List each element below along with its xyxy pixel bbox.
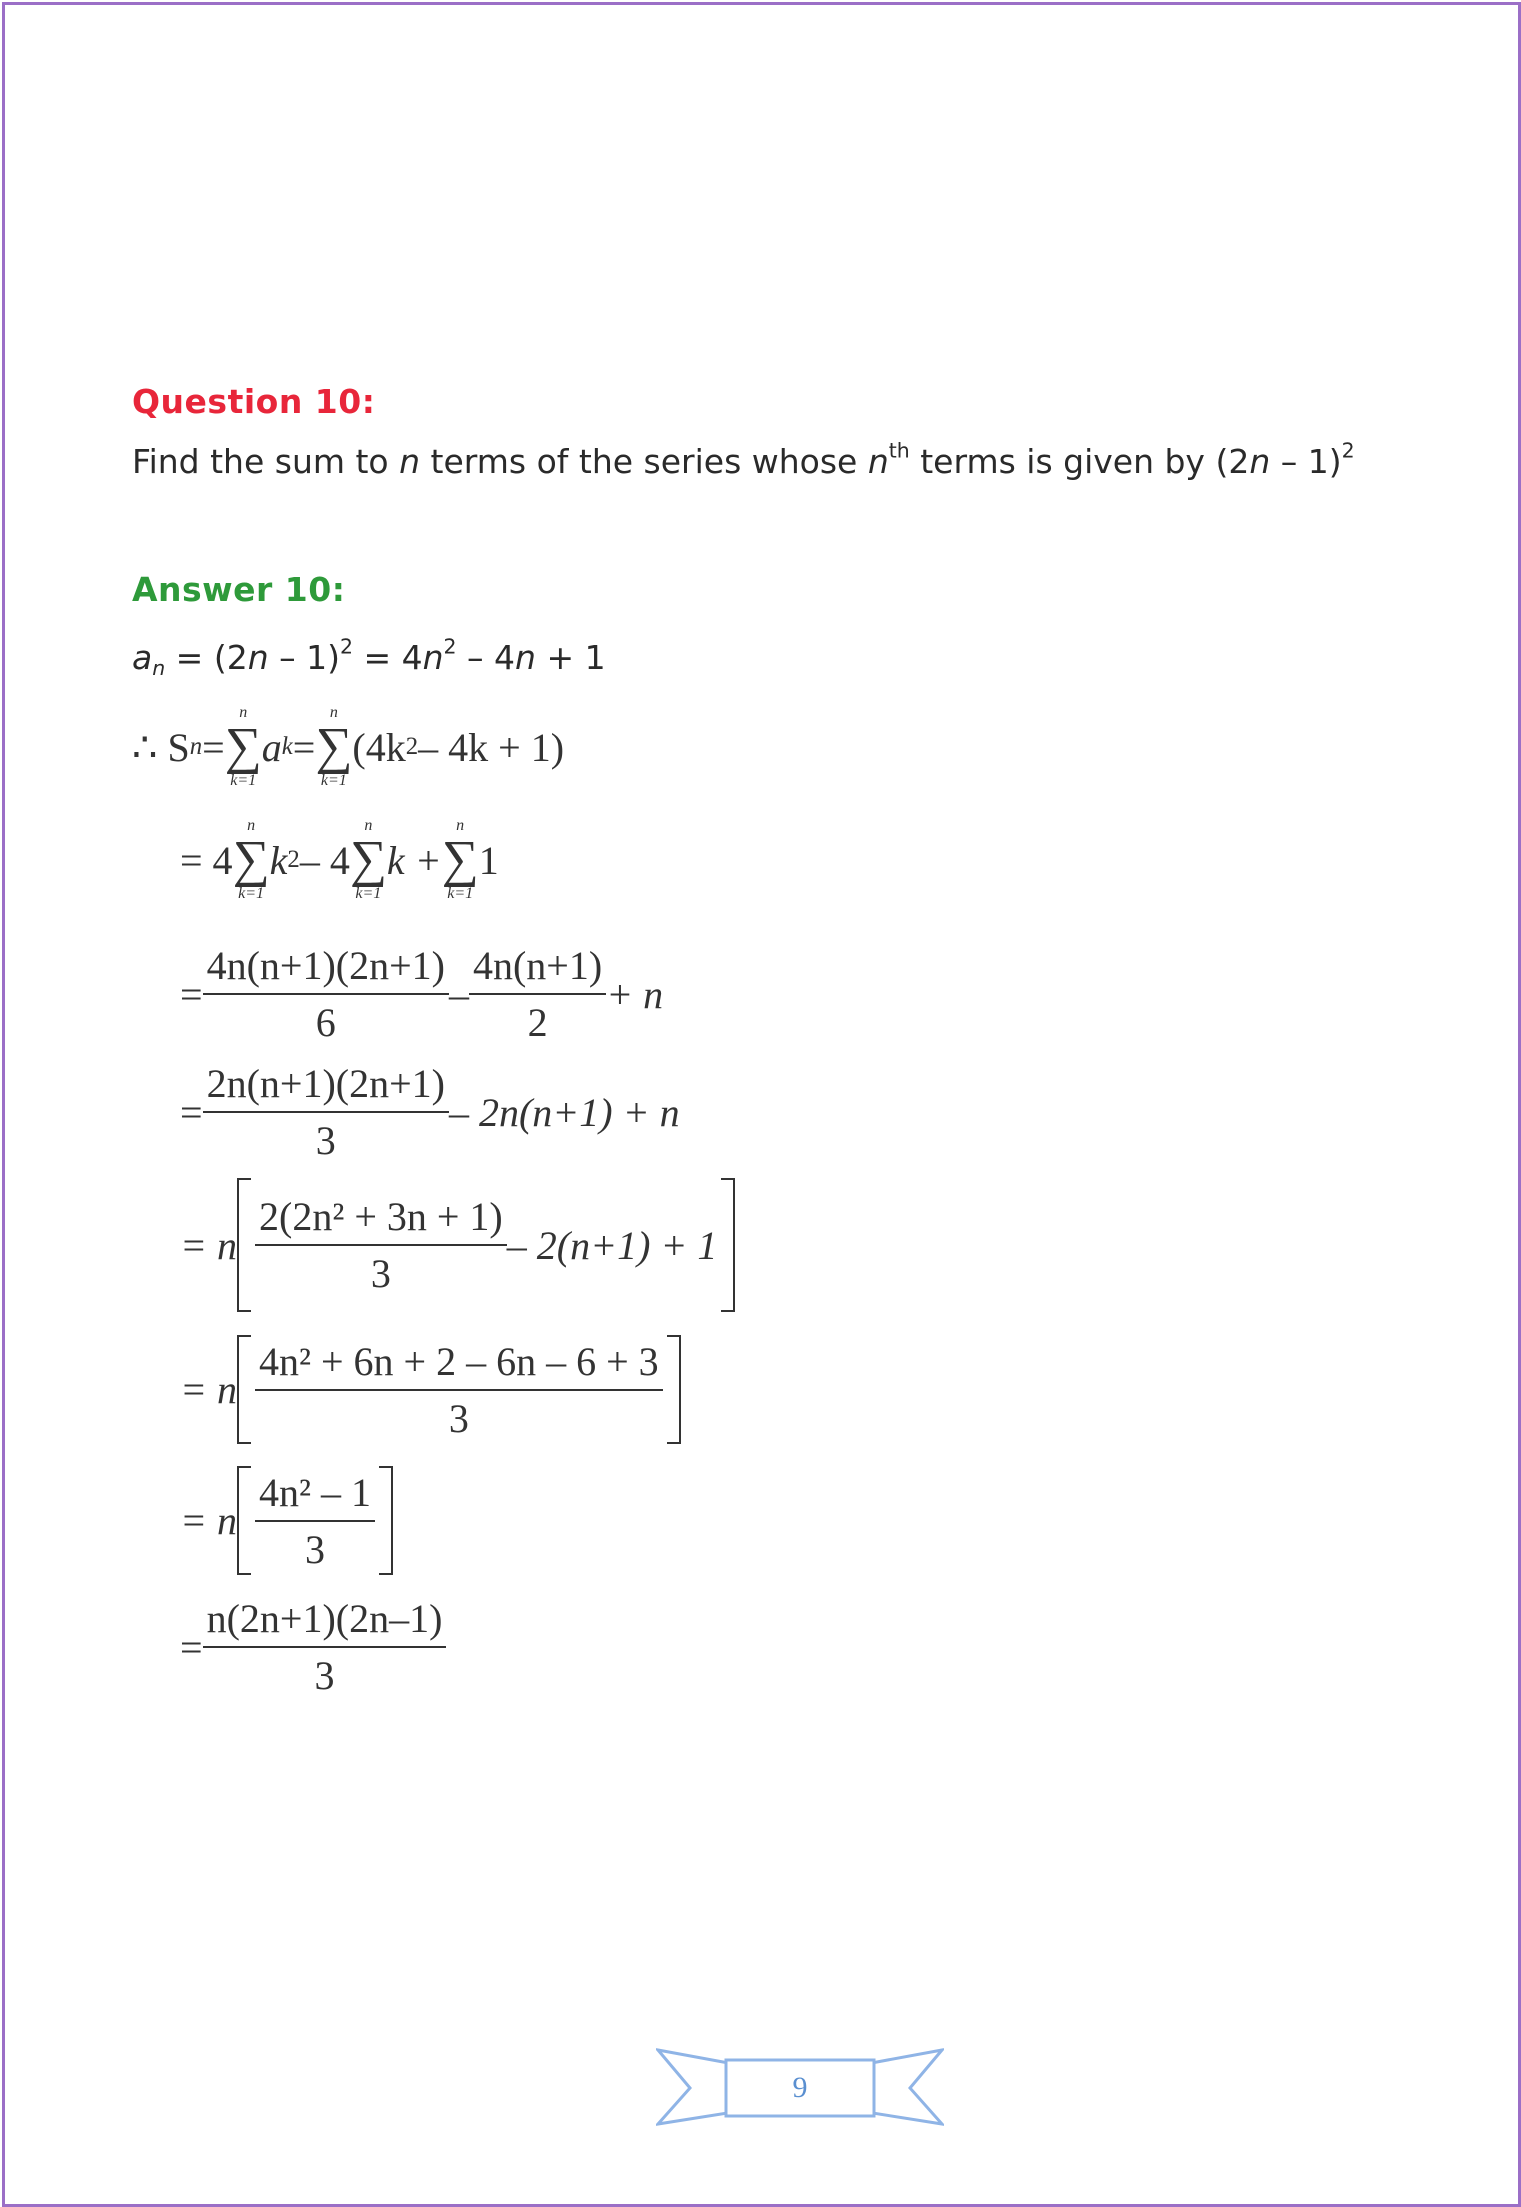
- sigma-sum: n ∑ k=1: [315, 704, 353, 789]
- sigma-sum: n ∑ k=1: [441, 817, 479, 902]
- page-number-ribbon: [656, 2046, 944, 2130]
- sigma-sum: n ∑ k=1: [232, 817, 270, 902]
- answer-heading: Answer 10:: [132, 570, 346, 609]
- page-number: 9: [792, 2071, 808, 2104]
- sigma-sum: n ∑ k=1: [224, 704, 262, 789]
- step-1: ∴ S n = n ∑ k=1 a k = n ∑ k=1 (4k 2 – 4k + 1): [132, 704, 565, 789]
- step-3: = $\frac{4n(n+1)(2n+1)}{6}$ – $\frac{4n(n+1)}{2}$ + n: [180, 943, 664, 1045]
- answer-first-line: $a_n = (2n - 1)^2 = 4n^2 - 4n + 1$: [132, 634, 606, 681]
- step-6: = n $\frac{\text{4n² + 6n + 2 – 6n – 6 + 3}}{3}$: [180, 1335, 681, 1444]
- step-2: = 4 n ∑ k=1 k 2 – 4 n ∑ k=1 k + n ∑ k=1 1: [180, 817, 499, 902]
- step-4: = $\frac{2n(n+1)(2n+1)}{3}$ – 2n(n+1) + n: [180, 1061, 680, 1163]
- question-text: Find the sum to n terms of the series whose $n^{th}$ terms is given by (2n – 1)$^2$: [132, 438, 1355, 481]
- sigma-sum: n ∑ k=1: [349, 817, 387, 902]
- step-7: = n $\frac{\text{4n² – 1}}{3}$: [180, 1466, 393, 1575]
- step-8: = $\frac{n(2n+1)(2n-1)}{3}$: [180, 1595, 446, 1699]
- step-5: = n $\frac{\text{2(2n² + 3n + 1)}}{3}$ – 2(n+1) + 1: [180, 1178, 735, 1312]
- question-heading: Question 10:: [132, 382, 376, 421]
